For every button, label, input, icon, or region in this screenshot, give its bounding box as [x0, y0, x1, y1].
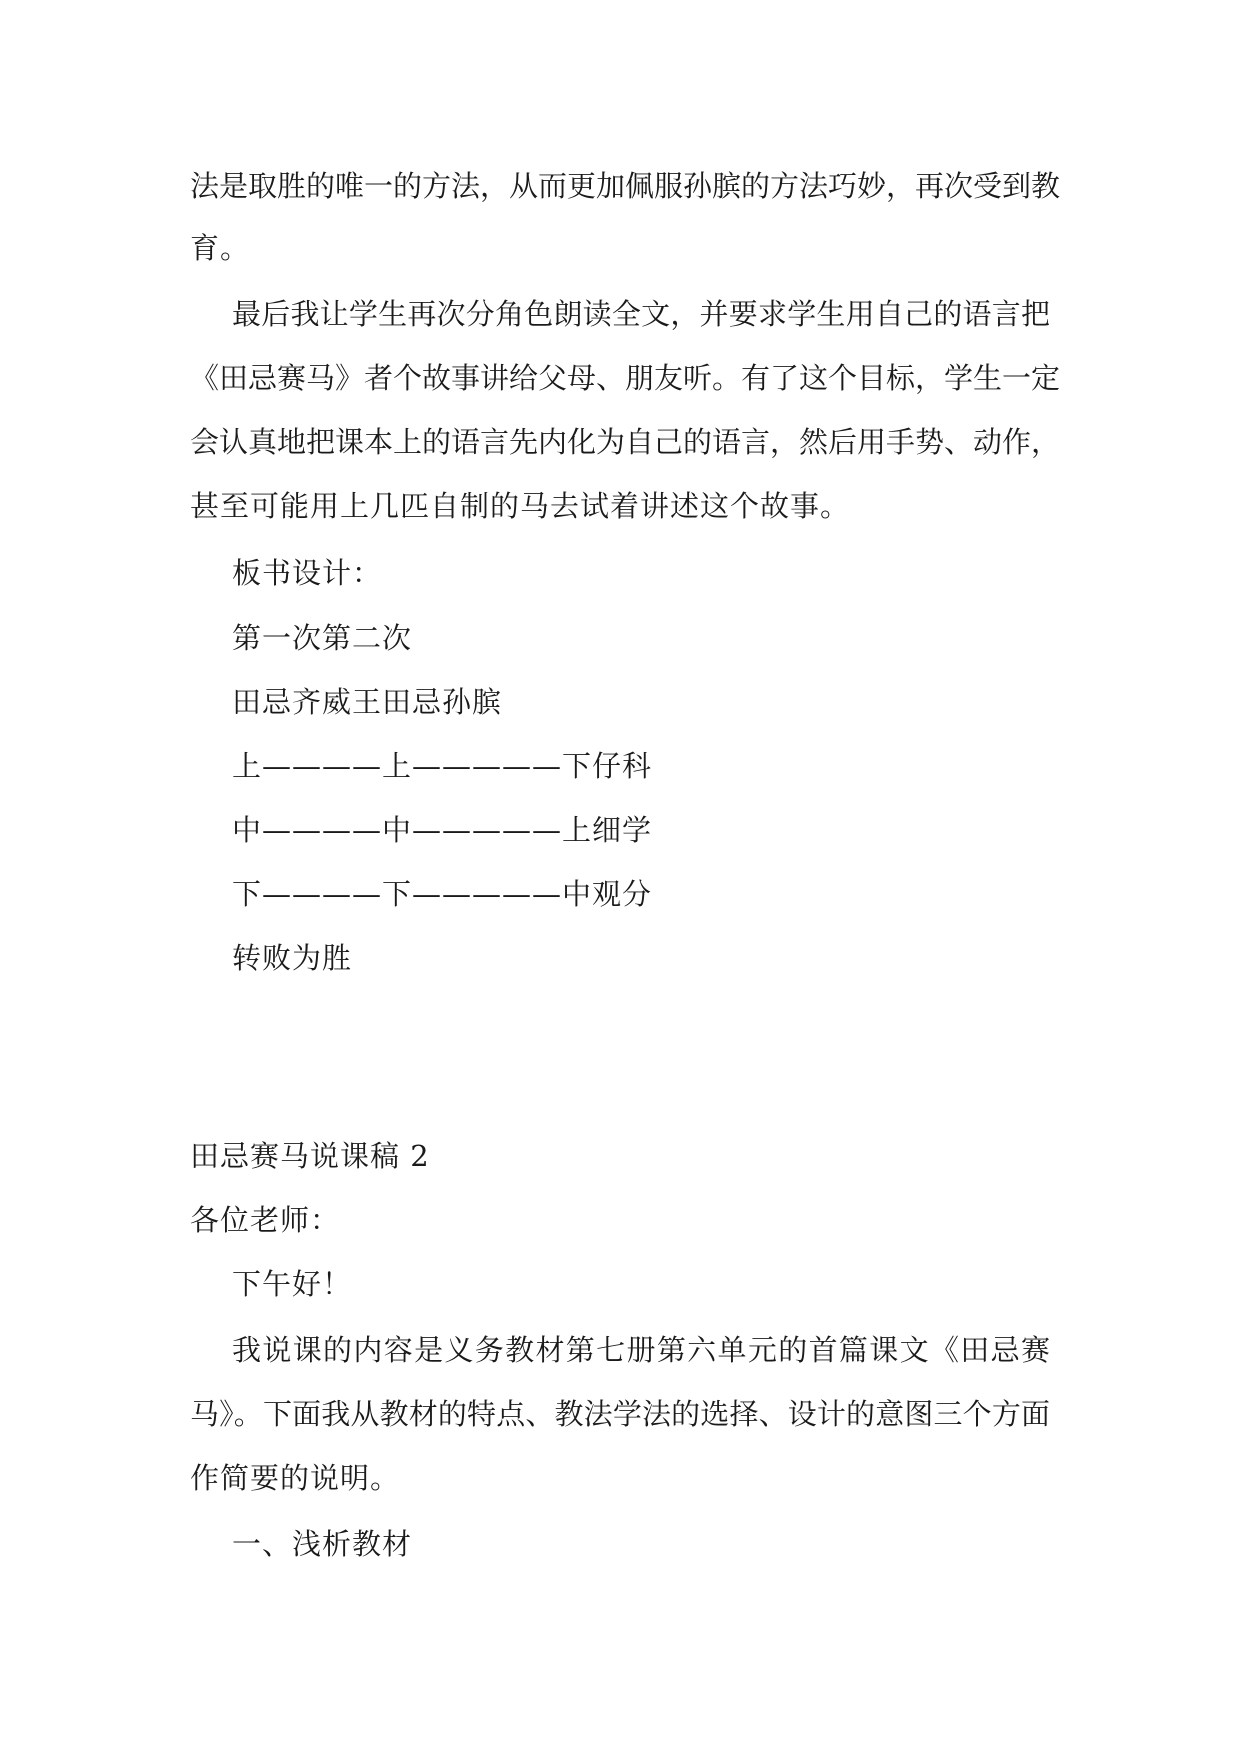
paragraph-2-line-4: 甚至可能用上几匹自制的马去试着讲述这个故事。 — [190, 489, 851, 523]
paragraph-1-line-1: 法是取胜的唯一的方法，从而更加佩服孙膑的方法巧妙，再次受到教 — [190, 169, 1061, 203]
board-row-3: 上————上—————下仔科 — [232, 749, 653, 783]
board-design-heading: 板书设计： — [232, 556, 383, 590]
greeting: 下午好！ — [232, 1267, 353, 1301]
board-row-6: 转败为胜 — [232, 941, 353, 975]
salutation: 各位老师： — [190, 1203, 341, 1237]
paragraph-2-line-3: 会认真地把课本上的语言先内化为自己的语言，然后用手势、动作， — [190, 425, 1061, 459]
board-row-4: 中————中—————上细学 — [232, 813, 653, 847]
section-title: 田忌赛马说课稿 2 — [190, 1139, 430, 1173]
paragraph-1-line-2: 育。 — [190, 231, 251, 265]
board-row-5: 下————下—————中观分 — [232, 877, 653, 911]
heading-analysis: 一、浅析教材 — [232, 1527, 413, 1561]
intro-line-1: 我说课的内容是义务教材第七册第六单元的首篇课文《田忌赛 — [232, 1333, 1050, 1367]
intro-line-2: 马》。下面我从教材的特点、教法学法的选择、设计的意图三个方面 — [190, 1397, 1050, 1431]
paragraph-2-line-1: 最后我让学生再次分角色朗读全文，并要求学生用自己的语言把 — [232, 297, 1050, 331]
intro-line-3: 作简要的说明。 — [190, 1461, 401, 1495]
board-row-1: 第一次第二次 — [232, 621, 413, 655]
board-row-2: 田忌齐威王田忌孙膑 — [232, 685, 503, 719]
paragraph-2-line-2: 《田忌赛马》者个故事讲给父母、朋友听。有了这个目标，学生一定 — [190, 361, 1061, 395]
